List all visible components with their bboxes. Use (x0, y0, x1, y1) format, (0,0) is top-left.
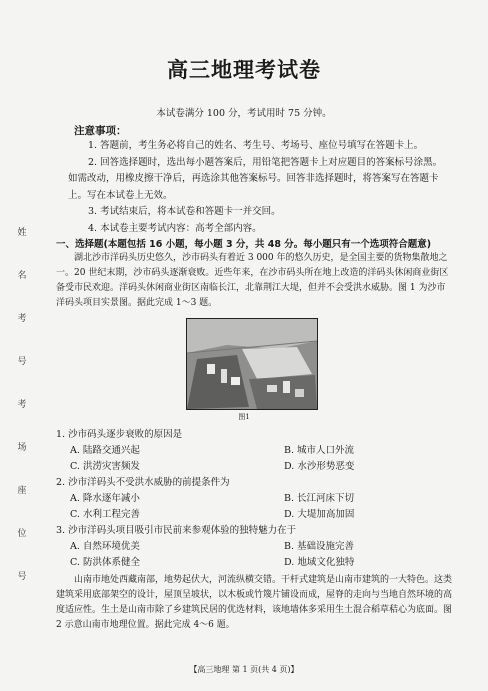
notice-item: 3. 考试结束后，将本试卷和答题卡一并交回。 (88, 206, 281, 217)
question-3-stem: 3. 沙市洋码头项目吸引市民前来参观体验的独特魅力在于 (56, 525, 297, 536)
page-footer: 【高三地理 第 1 页(共 4 页)】 (189, 665, 299, 674)
q1-option-c: C. 洪涝灾害频发 (70, 461, 140, 472)
margin-char: 考 (17, 314, 27, 324)
q1-option-d: D. 水沙形势恶变 (284, 461, 355, 472)
passage-2: 山南市地处西藏南部，地势起伏大，河流纵横交错。干杆式建筑是山南市建筑的一大特色。这类建筑采用底部架空的设计，屋顶呈坡状，以木板或竹篾片铺设而成，屋脊的走向与当地自然环境的高度适应性。生土是山南市除了乡建筑民居的优选材料，该地墙体多采用生土混合稻草秸心为底面。图 2 示意山南市地理位置。据此完成 4～6 题。 (56, 575, 453, 630)
figure-1-photo (186, 318, 318, 410)
margin-char: 位 (17, 529, 27, 539)
aerial-photo-image (187, 319, 317, 409)
margin-char: 座 (17, 486, 27, 496)
margin-char: 号 (17, 572, 27, 582)
notice-list (68, 138, 444, 237)
q2-option-d: D. 大堤加高加固 (284, 509, 355, 520)
margin-char: 考 (17, 400, 27, 410)
notice-item: 1. 答题前，考生务必将自己的姓名、考生号、考场号、座位号填写在答题卡上。 (88, 140, 424, 151)
question-1-stem: 1. 沙市码头逐步衰败的原因是 (56, 429, 183, 440)
margin-char: 名 (17, 271, 27, 281)
notice-heading: 注意事项： (74, 125, 127, 137)
binding-margin-labels (15, 225, 29, 582)
question-2-stem: 2. 沙市洋码头不受洪水威胁的前提条件为 (56, 477, 230, 488)
notice-item: 4. 本试卷主要考试内容：高考全部内容。 (88, 222, 262, 234)
section-heading: 一、选择题(本题包括 16 小题，每小题 3 分，共 48 分。每小题只有一个选项符合题意) (56, 239, 432, 250)
q3-option-b: B. 基础设施完善 (284, 541, 355, 552)
q2-option-b: B. 长江河床下切 (284, 493, 355, 504)
margin-char: 姓 (17, 228, 27, 238)
notice-item: 2. 回答选择题时，选出每小题答案后，用铅笔把答题卡上对应题目的答案标号涂黑。如需改动，用橡皮擦干净后，再选涂其他答案标号。回答非选择题时，将答案写在答题卡上。写在本试卷上无效。 (68, 156, 443, 201)
q3-option-a: A. 自然环境优美 (70, 541, 140, 552)
margin-char: 号 (17, 357, 27, 367)
margin-char: 场 (17, 443, 27, 453)
passage-1: 湖北沙市洋码头历史悠久，沙市码头有着近 3 000 年的悠久历史，是全国主要的货物集散地之一。20 世纪末期，沙市码头逐渐衰败。近些年来，在沙市码头所在地上改造的洋码头休闲商业街区备受市民欢迎。洋码头休闲商业街区南临长江，北靠荆江大堤，但并不会受洪水威胁。图 1 为沙市洋码头项目实景图。据此完成 1～3 题。 (56, 253, 449, 308)
exam-title: 高三地理考试卷 (167, 58, 321, 82)
q2-option-c: C. 水利工程完善 (70, 509, 140, 520)
q1-option-b: B. 城市人口外流 (284, 445, 355, 456)
figure-1-caption: 图1 (238, 413, 250, 421)
q1-option-a: A. 陆路交通兴起 (70, 445, 140, 456)
q2-option-a: A. 降水逐年减小 (70, 493, 140, 504)
q3-option-d: D. 地域文化独特 (284, 557, 355, 568)
exam-subtitle: 本试卷满分 100 分，考试用时 75 分钟。 (156, 108, 332, 119)
q3-option-c: C. 防洪体系健全 (70, 557, 140, 568)
